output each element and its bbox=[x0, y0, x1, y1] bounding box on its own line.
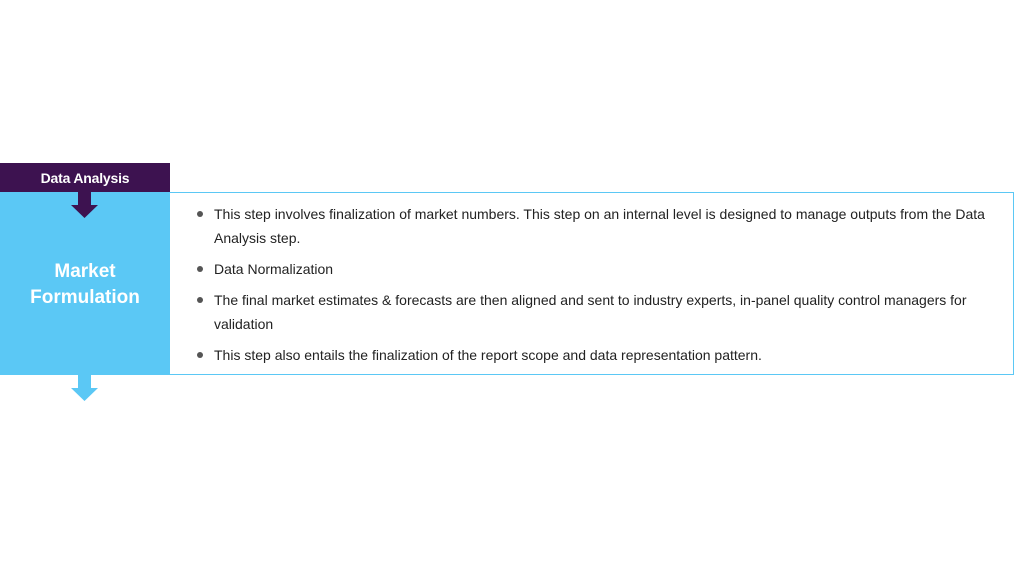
bullet-text: The final market estimates & forecasts are then aligned and sent to industry experts, in-panel quality control managers for validation bbox=[214, 292, 967, 332]
market-formulation-step bbox=[0, 192, 170, 375]
bullet-text: Data Normalization bbox=[214, 261, 334, 277]
step-title: Market Formulation bbox=[30, 261, 140, 308]
bullet-text: This step also entails the finalization of the report scope and data representation pattern. bbox=[214, 347, 762, 363]
bullet-list bbox=[197, 202, 997, 374]
arrow-down-icon bbox=[71, 192, 98, 218]
step-details-box bbox=[170, 192, 1014, 375]
previous-step-label bbox=[0, 163, 170, 192]
list-item bbox=[197, 202, 997, 250]
list-item bbox=[197, 288, 997, 336]
bullet-dot-icon bbox=[197, 211, 203, 217]
bullet-dot-icon bbox=[197, 352, 203, 358]
arrow-down-icon bbox=[71, 375, 98, 401]
list-item bbox=[197, 257, 997, 281]
bullet-dot-icon bbox=[197, 297, 203, 303]
list-item bbox=[197, 343, 997, 367]
bullet-text: This step involves finalization of market numbers. This step on an internal level is designed to manage outputs from the Data Analysis step. bbox=[214, 206, 985, 246]
previous-step-text: Data Analysis bbox=[40, 169, 130, 186]
bullet-dot-icon bbox=[197, 266, 203, 272]
